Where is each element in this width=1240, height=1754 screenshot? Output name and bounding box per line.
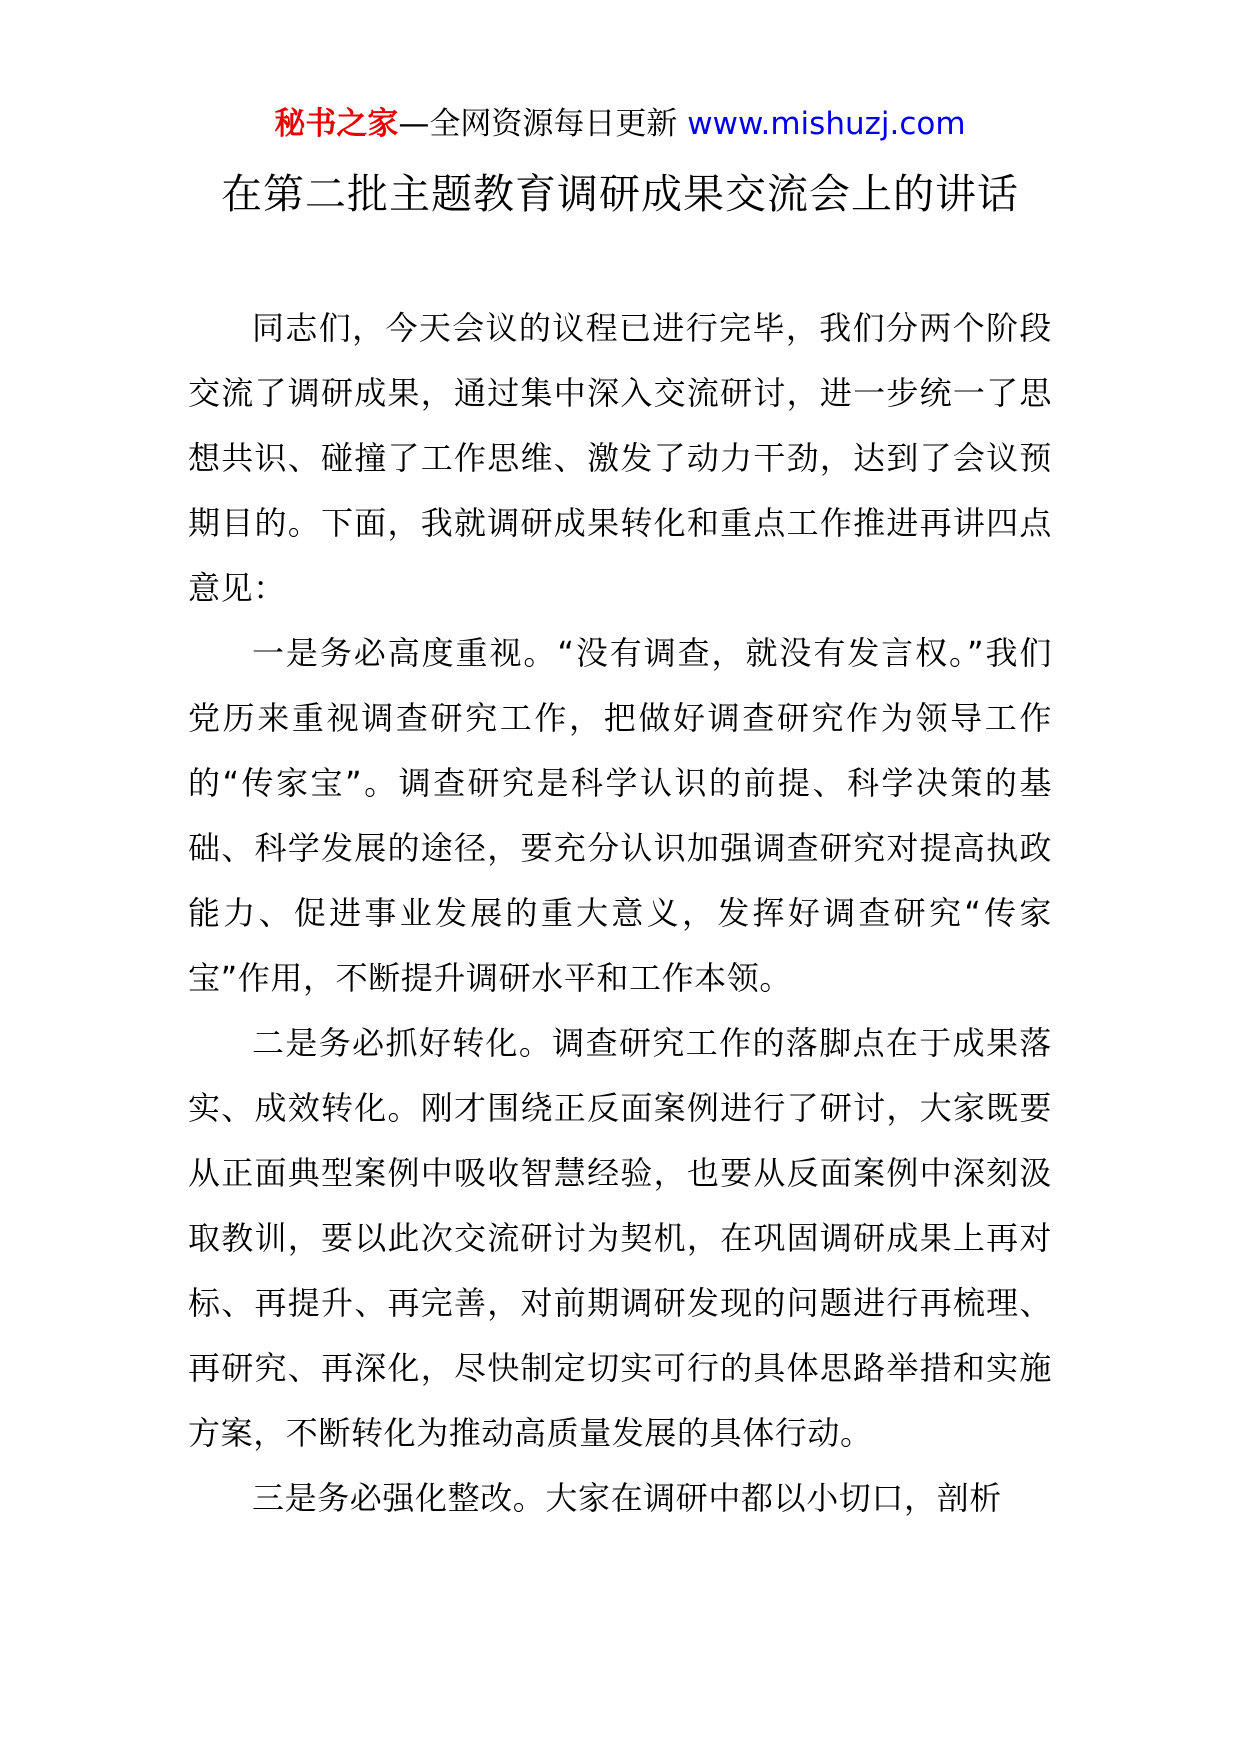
- paragraph-point-three: 三是务必强化整改。大家在调研中都以小切口，剖析: [252, 1479, 1002, 1517]
- site-url-link[interactable]: www.mishuzj.com: [687, 106, 966, 142]
- paragraph-intro: 同志们，今天会议的议程已进行完毕，我们分两个阶段交流了调研成果，通过集中深入交流研讨，进一步统一了思想共识、碰撞了工作思维、激发了动力干劲，达到了会议预期目的。下面，我就调研成果转化和重点工作推进再讲四点意见：: [188, 309, 1052, 607]
- paragraph-point-two: 二是务必抓好转化。调查研究工作的落脚点在于成果落实、成效转化。刚才围绕正反面案例进行了研讨，大家既要从正面典型案例中吸收智慧经验，也要从反面案例中深刻汲取教训，要以此次交流研讨为契机，在巩固调研成果上再对标、再提升、再完善，对前期调研发现的问题进行再梳理、再研究、再深化，尽快制定切实可行的具体思路举措和实施方案，不断转化为推动高质量发展的具体行动。: [188, 1024, 1052, 1452]
- site-tagline: —全网资源每日更新: [398, 106, 678, 142]
- document-title: 在第二批主题教育调研成果交流会上的讲话: [221, 170, 1019, 218]
- paragraph-point-one: 一是务必高度重视。“没有调查，就没有发言权。”我们党历来重视调查研究工作，把做好调查研究作为领导工作的“传家宝”。调查研究是科学认识的前提、科学决策的基础、科学发展的途径，要充分认识加强调查研究对提高执政能力、促进事业发展的重大意义，发挥好调查研究“传家宝”作用，不断提升调研水平和工作本领。: [188, 634, 1052, 997]
- site-brand: 秘书之家: [274, 106, 399, 142]
- document-body: [188, 296, 1052, 1531]
- site-header: [0, 104, 1240, 144]
